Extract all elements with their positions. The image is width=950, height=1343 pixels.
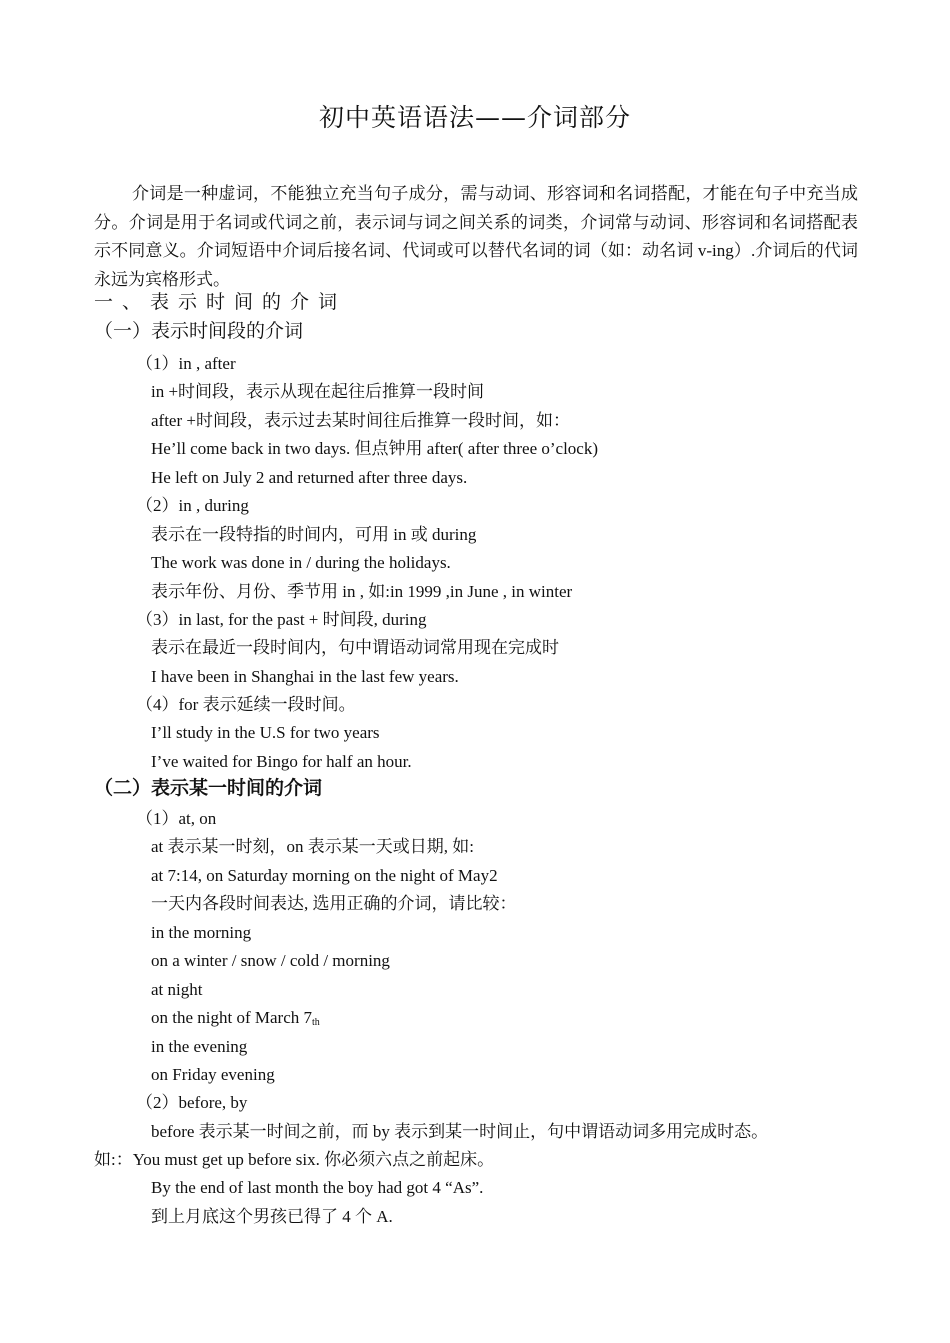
- item-in-after: （1）in , after: [136, 354, 236, 373]
- example-line: at 7:14, on Saturday morning on the night of May2: [151, 866, 498, 885]
- example-line: on Friday evening: [151, 1065, 275, 1084]
- text-line: 一天内各段时间表达, 选用正确的介词，请比较：: [151, 894, 517, 913]
- text-line: 表示在一段特指的时间内，可用 in 或 during: [151, 525, 477, 544]
- item-before-by: （2）before, by: [136, 1093, 248, 1112]
- item-at-on: （1）at, on: [136, 809, 217, 828]
- example-line: at night: [151, 980, 203, 999]
- example-line: [151, 1007, 320, 1034]
- example-line: I’ve waited for Bingo for half an hour.: [151, 752, 412, 771]
- example-line: I’ll study in the U.S for two years: [151, 723, 380, 742]
- example-line: in the evening: [151, 1037, 248, 1056]
- text-line: 表示在最近一段时间内，句中谓语动词常用现在完成时: [151, 638, 559, 657]
- example-line: in the morning: [151, 923, 252, 942]
- text-line: after +时间段，表示过去某时间往后推算一段时间，如：: [151, 411, 570, 430]
- intro-paragraph: 介词是一种虚词，不能独立充当句子成分，需与动词、形容词和名词搭配，才能在句子中充当成分。介词是用于名词或代词之前，表示词与词之间关系的词类，介词常与动词、形容词和名词搭配表示不同意义。介词短语中介词后接名词、代词或可以替代名词的词（如：动名词 v-ing）.介词后的代词永远为宾格形式。: [94, 184, 858, 289]
- example-line: I have been in Shanghai in the last few years.: [151, 667, 459, 686]
- item-for: （4）for 表示延续一段时间。: [136, 695, 356, 714]
- document-title: 初中英语语法——介词部分: [318, 103, 631, 132]
- example-text: on the night of March 7: [151, 1008, 312, 1027]
- item-in-last: （3）in last, for the past + 时间段, during: [136, 610, 427, 629]
- example-line: on a winter / snow / cold / morning: [151, 951, 390, 970]
- section-heading-time-prepositions: 一、表示时间的介词: [94, 292, 347, 313]
- text-line: at 表示某一时刻，on 表示某一天或日期, 如:: [151, 837, 474, 856]
- text-line: before 表示某一时间之前，而 by 表示到某一时间止，句中谓语动词多用完成时态。: [151, 1122, 769, 1141]
- superscript-th: th: [312, 1017, 320, 1028]
- example-line: By the end of last month the boy had got 4 “As”.: [151, 1178, 484, 1197]
- item-in-during: （2）in , during: [136, 496, 249, 515]
- example-line: 如:：You must get up before six. 你必须六点之前起床。: [94, 1150, 495, 1169]
- text-line: 表示年份、月份、季节用 in , 如:in 1999 ,in June , in winter: [151, 582, 573, 601]
- text-line: in +时间段，表示从现在起往后推算一段时间: [151, 382, 485, 401]
- example-line: 到上月底这个男孩已得了 4 个 A.: [151, 1207, 393, 1226]
- example-line: The work was done in / during the holidays.: [151, 553, 451, 572]
- example-line: He’ll come back in two days. 但点钟用 after( after three o’clock): [151, 439, 599, 458]
- subsection-heading-point-in-time: （二）表示某一时间的介词: [94, 777, 323, 799]
- example-line: He left on July 2 and returned after three days.: [151, 468, 468, 487]
- subsection-heading-time-period: （一）表示时间段的介词: [94, 321, 304, 342]
